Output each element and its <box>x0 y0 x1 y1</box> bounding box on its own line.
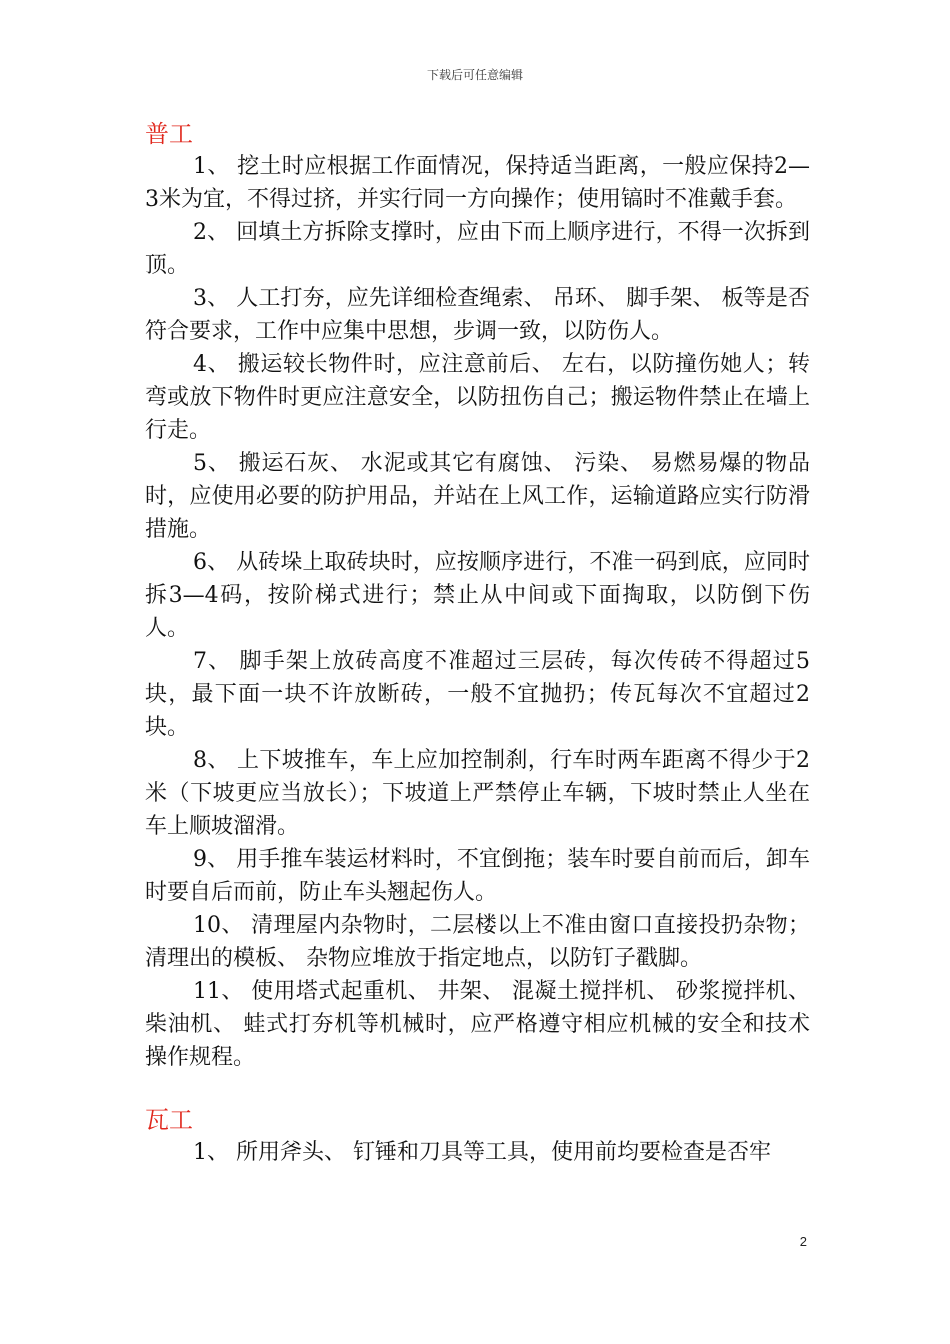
list-item: 5、 搬运石灰、 水泥或其它有腐蚀、 污染、 易燃易爆的物品时，应使用必要的防护用品，并站在上风工作，运输道路应实行防滑措施。 <box>145 451 810 542</box>
list-item: 1、 所用斧头、 钉锤和刀具等工具，使用前均要检查是否牢 <box>193 1140 771 1165</box>
list-item: 8、 上下坡推车，车上应加控制刹，行车时两车距离不得少于2米（下坡更应当放长）；下坡道上严禁停止车辆，下坡时禁止人坐在车上顺坡溜滑。 <box>145 748 810 839</box>
list-item: 9、 用手推车装运材料时，不宜倒拖；装车时要自前而后，卸车时要自后而前，防止车头翘起伤人。 <box>145 847 810 905</box>
document-body <box>145 118 810 1169</box>
section-title-pugong: 普工 <box>145 120 193 148</box>
section-title-wagong: 瓦工 <box>145 1106 193 1134</box>
page-header-note: 下载后可任意编辑 <box>426 68 523 82</box>
list-item: 2、 回填土方拆除支撑时，应由下而上顺序进行，不得一次拆到顶。 <box>145 220 810 278</box>
list-item: 4、 搬运较长物件时，应注意前后、 左右，以防撞伤她人；转弯或放下物件时更应注意安全，以防扭伤自己；搬运物件禁止在墙上行走。 <box>145 352 810 443</box>
list-item: 11、 使用塔式起重机、 井架、 混凝土搅拌机、 砂浆搅拌机、 柴油机、 蛙式打夯机等机械时，应严格遵守相应机械的安全和技术操作规程。 <box>145 979 810 1070</box>
page-number: 2 <box>799 1234 807 1249</box>
list-item: 3、 人工打夯，应先详细检查绳索、 吊环、 脚手架、 板等是否符合要求，工作中应集中思想，步调一致，以防伤人。 <box>145 286 810 344</box>
list-item: 6、 从砖垛上取砖块时，应按顺序进行，不准一码到底，应同时拆3—4码，按阶梯式进行；禁止从中间或下面掏取，以防倒下伤人。 <box>145 550 810 641</box>
list-item: 10、 清理屋内杂物时，二层楼以上不准由窗口直接投扔杂物；清理出的模板、 杂物应堆放于指定地点，以防钉子戳脚。 <box>145 913 810 971</box>
list-item: 7、 脚手架上放砖高度不准超过三层砖，每次传砖不得超过5块，最下面一块不许放断砖，一般不宜抛扔；传瓦每次不宜超过2块。 <box>145 649 810 740</box>
list-item: 1、 挖土时应根据工作面情况，保持适当距离，一般应保持2—3米为宜，不得过挤，并实行同一方向操作；使用镐时不准戴手套。 <box>145 154 810 212</box>
